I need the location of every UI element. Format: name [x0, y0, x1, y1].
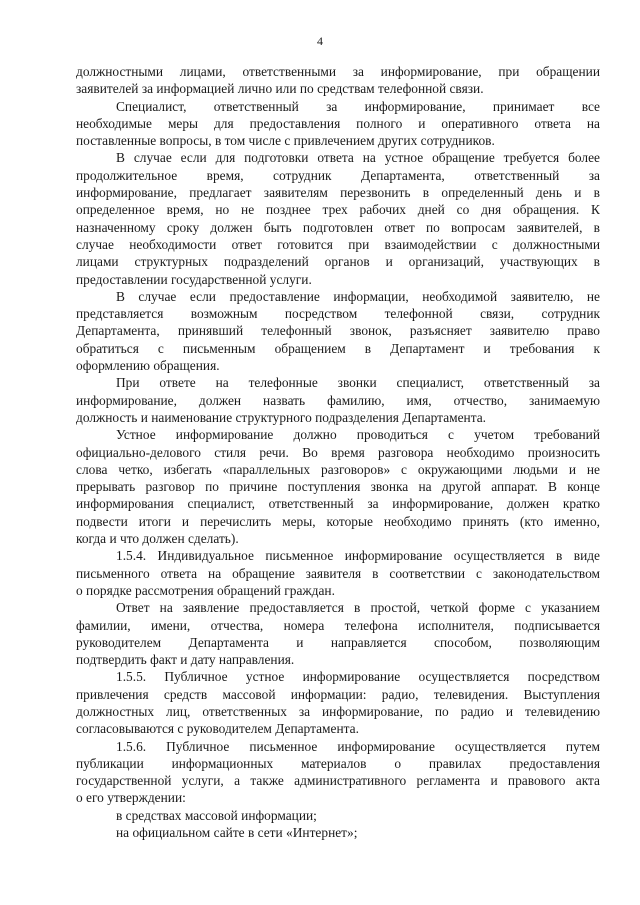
text-line: в средствах массовой информации; — [116, 807, 317, 823]
text-line: публикации информационных материалов о правилах предоставления — [76, 755, 600, 771]
text-line: Ответ на заявление предоставляется в простой, четкой форме с указанием — [116, 600, 600, 616]
text-line: должностных лиц, ответственных за информирование, по радио и телевидению — [76, 703, 600, 719]
text-line: 1.5.6. Публичное письменное информирование осуществляется путем — [116, 738, 600, 754]
text-line: Специалист, ответственный за информирование, принимает все — [116, 98, 600, 114]
text-line: лицами структурных подразделений органов и организаций, участвующих в — [76, 254, 600, 270]
text-line: прерывать разговор по причине поступления звонка на другой аппарат. В конце — [76, 479, 600, 495]
text-line: о его утверждении: — [76, 790, 186, 806]
text-line: Устное информирование должно проводиться с учетом требований — [116, 427, 600, 443]
text-line: руководителем Департамента и направляется способом, позволяющим — [76, 634, 600, 650]
text-line: должностными лицами, ответственными за информирование, при обращении — [76, 64, 600, 79]
text-line: слова четко, избегать «параллельных разговоров» с окружающими людьми и не — [76, 461, 600, 477]
text-line: должность и наименование структурного подразделения Департамента. — [76, 409, 487, 425]
text-line: представляется возможным посредством телефонной связи, сотрудник — [76, 306, 600, 322]
text-line: информирование, должен назвать фамилию, имя, отчество, занимаемую — [76, 392, 600, 408]
text-line: официально-делового стиля речи. Во время разговора необходимо произносить — [76, 444, 600, 460]
text-line: письменного ответа на обращение заявителя в соответствии с законодательством — [76, 565, 600, 581]
document-body — [76, 63, 600, 841]
text-line: случае необходимости ответ готовится при взаимодействии с должностными — [76, 236, 600, 252]
text-line: предоставлении государственной услуги. — [76, 271, 312, 287]
text-line: В случае если предоставление информации, необходимой заявителю, не — [116, 288, 600, 304]
text-line: продолжительное время, сотрудник Департамента, ответственный за — [76, 167, 600, 183]
text-line: обратиться с письменным обращением в Департамент и требования к — [76, 340, 600, 356]
text-line: на официальном сайте в сети «Интернет»; — [116, 825, 358, 841]
text-line: о порядке рассмотрения обращений граждан. — [76, 582, 335, 598]
text-line: привлечения средств массовой информации: радио, телевидения. Выступления — [76, 686, 600, 702]
text-line: оформлению обращения. — [76, 358, 220, 374]
text-line: 1.5.4. Индивидуальное письменное информирование осуществляется в виде — [116, 548, 600, 564]
text-line: подвести итоги и перечислить меры, которые необходимо принять (кто именно, — [76, 513, 600, 529]
text-line: В случае если для подготовки ответа на устное обращение требуется более — [116, 150, 600, 166]
text-line: Департамента, принявший телефонный звонок, разъясняет заявителю право — [76, 323, 600, 339]
text-line: когда и что должен сделать). — [76, 531, 239, 547]
text-line: заявителей за информацией лично или по средствам телефонной связи. — [76, 81, 484, 97]
text-line: определенное время, но не позднее трех рабочих дней со дня обращения. К — [76, 202, 600, 218]
text-line: подтвердить факт и дату направления. — [76, 652, 295, 668]
text-line: При ответе на телефонные звонки специалист, ответственный за — [116, 375, 600, 391]
text-line: государственной услуги, а также административного регламента и правового акта — [76, 773, 600, 789]
text-line: назначенному сроку должен быть подготовлен ответ по вопросам заявителей, в — [76, 219, 600, 235]
text-line: необходимые меры для предоставления полного и оперативного ответа на — [76, 115, 600, 131]
text-line: 1.5.5. Публичное устное информирование осуществляется посредством — [116, 669, 600, 685]
text-line: фамилии, имени, отчества, номера телефона исполнителя, подписывается — [76, 617, 600, 633]
text-line: поставленные вопросы, в том числе с привлечением других сотрудников. — [76, 133, 495, 149]
text-line: информирования специалист, ответственный за информирование, должен кратко — [76, 496, 600, 512]
text-line: согласовываются с руководителем Департамента. — [76, 721, 359, 737]
page-number: 4 — [317, 34, 323, 48]
text-line: информирование, предлагает заявителям перезвонить в определенный день и в — [76, 185, 600, 201]
